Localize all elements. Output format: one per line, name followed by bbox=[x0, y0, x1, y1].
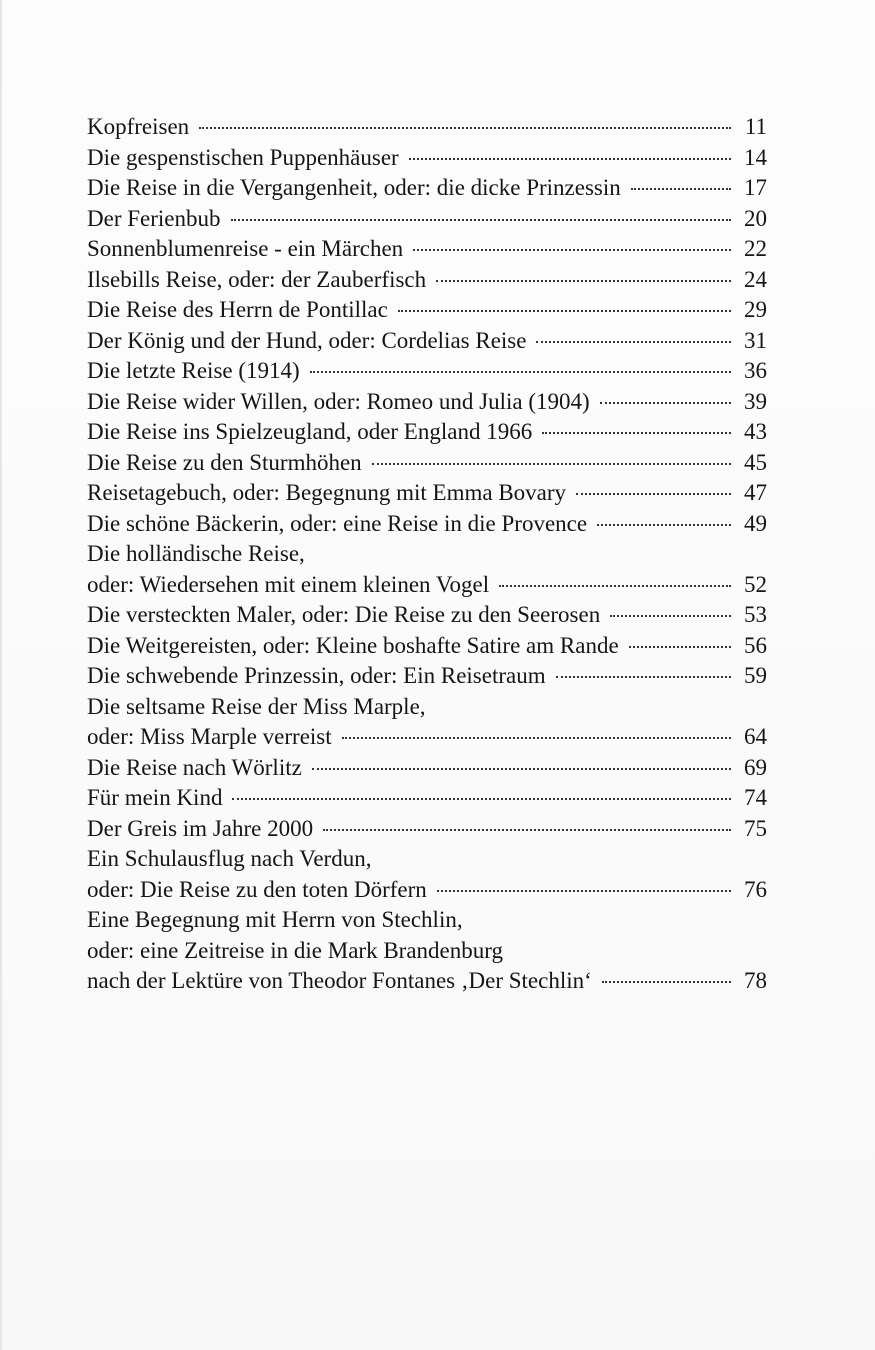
toc-entry bbox=[87, 753, 767, 784]
toc-entry-page-number: 43 bbox=[744, 419, 767, 444]
dot-leader bbox=[436, 280, 731, 282]
toc-entry-page-number: 36 bbox=[744, 358, 767, 383]
dot-leader bbox=[600, 402, 731, 404]
dot-leader bbox=[310, 371, 731, 373]
toc-entry-page-number: 74 bbox=[744, 785, 767, 810]
toc-entry-page-number: 24 bbox=[744, 266, 767, 292]
toc-entry-page-number: 56 bbox=[744, 632, 767, 658]
dot-leader bbox=[372, 463, 731, 465]
dot-leader bbox=[231, 219, 732, 221]
toc-entry-title: nach der Lektüre von Theodor Fontanes ‚Der Stechlin‘ bbox=[87, 968, 592, 993]
dot-leader bbox=[437, 890, 731, 892]
dot-leader bbox=[631, 188, 731, 190]
toc-entry-title: Die Reise in die Vergangenheit, oder: die dicke Prinzessin bbox=[87, 175, 621, 200]
toc-entry bbox=[87, 265, 767, 296]
toc-entry-page-number: 14 bbox=[744, 144, 767, 170]
toc-entry-title: oder: Wiedersehen mit einem kleinen Vogel bbox=[87, 571, 490, 597]
toc-entry-title: Die schwebende Prinzessin, oder: Ein Reisetraum bbox=[87, 663, 546, 688]
toc-entry-title: Die versteckten Maler, oder: Die Reise zu den Seerosen bbox=[87, 602, 601, 627]
toc-entry bbox=[87, 448, 767, 479]
toc-entry-title: Die schöne Bäckerin, oder: eine Reise in die Provence bbox=[87, 510, 588, 536]
toc-entry bbox=[87, 509, 767, 540]
toc-entry-page-number: 69 bbox=[744, 754, 767, 780]
dot-leader bbox=[536, 341, 731, 343]
toc-entry bbox=[87, 356, 767, 387]
toc-entry-title: Für mein Kind bbox=[87, 785, 223, 810]
toc-entry bbox=[87, 570, 767, 601]
toc-entry bbox=[87, 692, 767, 723]
toc-entry-title: Der König und der Hund, oder: Cordelias Reise bbox=[87, 327, 527, 353]
toc-entry bbox=[87, 387, 767, 418]
toc-entry-title: Die Reise ins Spielzeugland, oder England 1966 bbox=[87, 419, 533, 444]
toc-entry bbox=[87, 417, 767, 448]
toc-entry bbox=[87, 600, 767, 631]
toc-entry bbox=[87, 539, 767, 570]
dot-leader bbox=[312, 768, 731, 770]
table-of-contents bbox=[87, 112, 767, 997]
toc-entry-page-number: 78 bbox=[744, 968, 767, 993]
dot-leader bbox=[542, 432, 731, 434]
toc-entry-title: Die holländische Reise, bbox=[87, 541, 305, 566]
toc-entry-title: Eine Begegnung mit Herrn von Stechlin, bbox=[87, 907, 463, 932]
dot-leader bbox=[556, 676, 731, 678]
dot-leader bbox=[413, 249, 731, 251]
toc-entry-title: Ein Schulausflug nach Verdun, bbox=[87, 846, 372, 871]
dot-leader bbox=[576, 493, 731, 495]
toc-entry-title: Die seltsame Reise der Miss Marple, bbox=[87, 693, 426, 719]
dot-leader bbox=[199, 127, 731, 129]
toc-entry-page-number: 64 bbox=[744, 724, 767, 749]
toc-entry-title: Die Reise nach Wörlitz bbox=[87, 754, 302, 780]
toc-entry-title: Reisetagebuch, oder: Begegnung mit Emma Bovary bbox=[87, 480, 567, 505]
dot-leader bbox=[610, 615, 731, 617]
toc-entry-title: Die Reise wider Willen, oder: Romeo und Julia (1904) bbox=[87, 388, 590, 414]
toc-entry bbox=[87, 478, 767, 509]
toc-entry-page-number: 17 bbox=[744, 175, 767, 200]
toc-entry bbox=[87, 204, 767, 235]
toc-entry-title: Die Weitgereisten, oder: Kleine boshafte Satire am Rande bbox=[87, 632, 619, 658]
toc-entry-title: Die Reise des Herrn de Pontillac bbox=[87, 297, 388, 322]
dot-leader bbox=[597, 524, 731, 526]
toc-entry-page-number: 31 bbox=[744, 327, 767, 353]
toc-entry-page-number: 49 bbox=[744, 510, 767, 536]
dot-leader bbox=[409, 158, 731, 160]
toc-entry-title: Die gespenstischen Puppenhäuser bbox=[87, 144, 399, 170]
toc-entry bbox=[87, 112, 767, 143]
toc-entry bbox=[87, 173, 767, 204]
toc-entry bbox=[87, 966, 767, 997]
toc-entry bbox=[87, 234, 767, 265]
toc-entry bbox=[87, 661, 767, 692]
toc-entry bbox=[87, 326, 767, 357]
toc-entry-title: oder: eine Zeitreise in die Mark Brandenburg bbox=[87, 937, 503, 963]
toc-entry-page-number: 75 bbox=[744, 815, 767, 841]
toc-entry bbox=[87, 844, 767, 875]
toc-entry-title: Kopfreisen bbox=[87, 114, 190, 139]
toc-entry-page-number: 59 bbox=[744, 663, 767, 688]
toc-entry-title: Die letzte Reise (1914) bbox=[87, 358, 300, 383]
toc-entry-page-number: 29 bbox=[744, 297, 767, 322]
toc-entry-title: oder: Die Reise zu den toten Dörfern bbox=[87, 876, 427, 902]
dot-leader bbox=[232, 798, 731, 800]
toc-entry bbox=[87, 905, 767, 936]
toc-entry bbox=[87, 143, 767, 174]
dot-leader bbox=[602, 981, 731, 983]
toc-entry-page-number: 11 bbox=[744, 114, 767, 139]
toc-entry-title: oder: Miss Marple verreist bbox=[87, 724, 332, 749]
dot-leader bbox=[398, 310, 731, 312]
toc-entry bbox=[87, 295, 767, 326]
dot-leader bbox=[499, 585, 731, 587]
dot-leader bbox=[342, 737, 731, 739]
toc-entry bbox=[87, 875, 767, 906]
toc-entry bbox=[87, 936, 767, 967]
toc-entry-title: Der Greis im Jahre 2000 bbox=[87, 815, 314, 841]
toc-entry-page-number: 39 bbox=[744, 388, 767, 414]
toc-entry-title: Sonnenblumenreise - ein Märchen bbox=[87, 236, 404, 261]
dot-leader bbox=[323, 829, 731, 831]
toc-entry bbox=[87, 722, 767, 753]
toc-entry-title: Ilsebills Reise, oder: der Zauberfisch bbox=[87, 266, 427, 292]
toc-entry-page-number: 47 bbox=[744, 480, 767, 505]
dot-leader bbox=[629, 646, 731, 648]
toc-entry-page-number: 45 bbox=[744, 449, 767, 475]
toc-entry bbox=[87, 631, 767, 662]
toc-entry-page-number: 76 bbox=[744, 876, 767, 902]
toc-entry-title: Der Ferienbub bbox=[87, 205, 221, 231]
toc-entry-page-number: 22 bbox=[744, 236, 767, 261]
toc-entry-page-number: 53 bbox=[744, 602, 767, 627]
toc-entry bbox=[87, 814, 767, 845]
toc-entry-title: Die Reise zu den Sturmhöhen bbox=[87, 449, 362, 475]
toc-entry bbox=[87, 783, 767, 814]
toc-entry-page-number: 52 bbox=[744, 571, 767, 597]
toc-entry-page-number: 20 bbox=[744, 205, 767, 231]
